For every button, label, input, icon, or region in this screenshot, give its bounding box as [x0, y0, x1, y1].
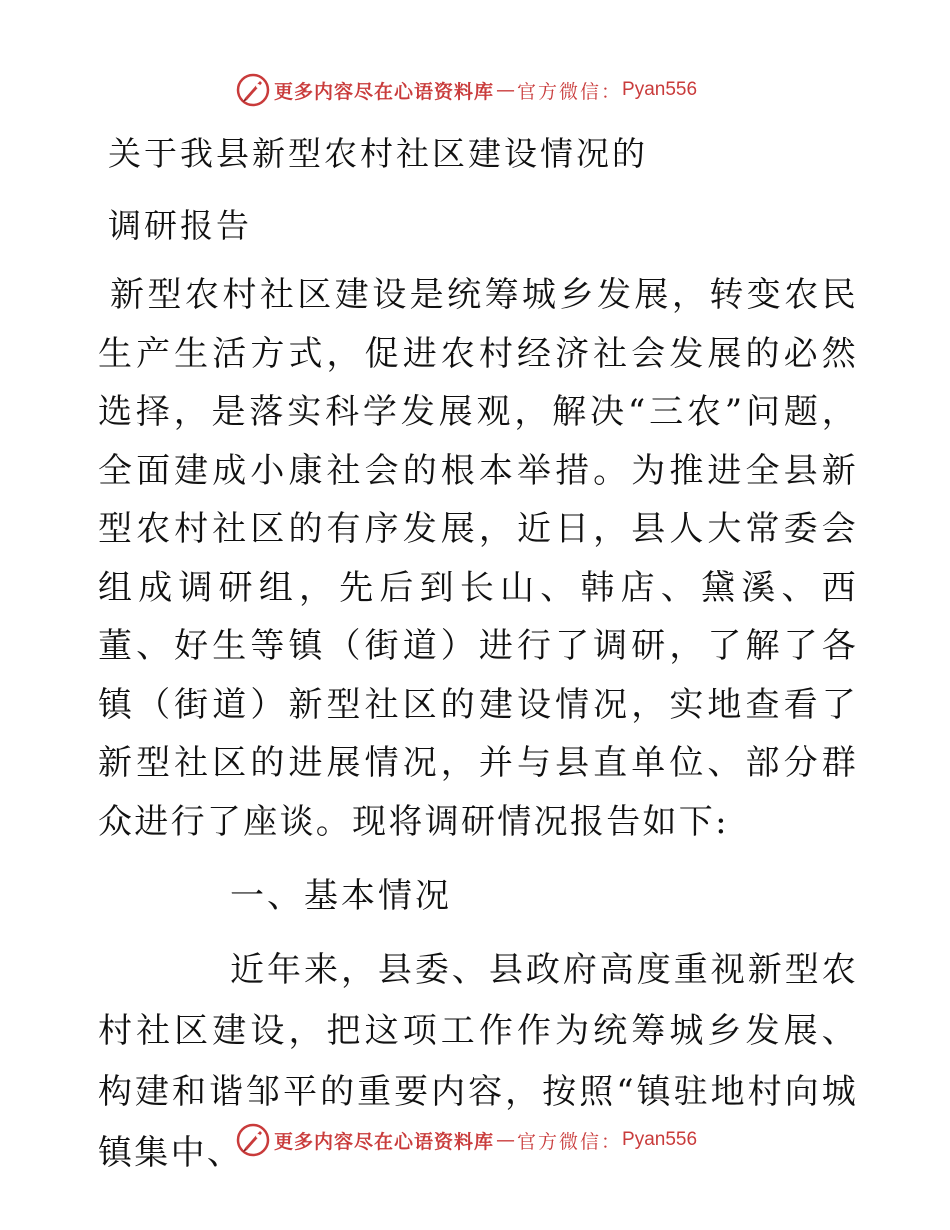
header-watermark [236, 73, 697, 107]
watermark-separator: — [496, 79, 516, 101]
document-title-line-2: 调研报告 [108, 206, 252, 245]
watermark-label: 官方微信： [517, 80, 623, 103]
quill-pen-logo-icon [236, 73, 270, 107]
quill-pen-logo-icon [236, 1123, 270, 1157]
document-title-line-1: 关于我县新型农村社区建设情况的 [108, 134, 648, 173]
intro-paragraph: 新型农村社区建设是统筹城乡发展，转变农民生产生活方式，促进农村经济社会发展的必然选择，是落实科学发展观，解决“三农”问题，全面建成小康社会的根本举措。为推进全县新型农村社区的有序发展，近日，县人大常委会组成调研组，先后到长山、韩店、黛溪、西董、好生等镇（街道）进行了调研，了解了各镇（街道）新型社区的建设情况，实地查看了新型社区的进展情况，并与县直单位、部分群众进行了座谈。现将调研情况报告如下: [98, 275, 858, 842]
watermark-label: 官方微信： [517, 1130, 623, 1153]
watermark-separator: — [496, 1129, 516, 1151]
basic-situation-paragraph: 近年来，县委、县政府高度重视新型农村社区建设，把这项工作作为统筹城乡发展、构建和谐邹平的重要内容，按照“镇驻地村向城镇集中、 [98, 950, 858, 1173]
watermark-main-text: 更多内容尽在心语资料库 [274, 1130, 495, 1153]
watermark-wechat-id: Pyan556 [622, 1129, 698, 1150]
footer-watermark [236, 1123, 697, 1157]
section-heading-basic-situation: 一、基本情况 [230, 876, 452, 916]
watermark-main-text: 更多内容尽在心语资料库 [274, 80, 495, 103]
watermark-wechat-id: Pyan556 [622, 79, 698, 100]
